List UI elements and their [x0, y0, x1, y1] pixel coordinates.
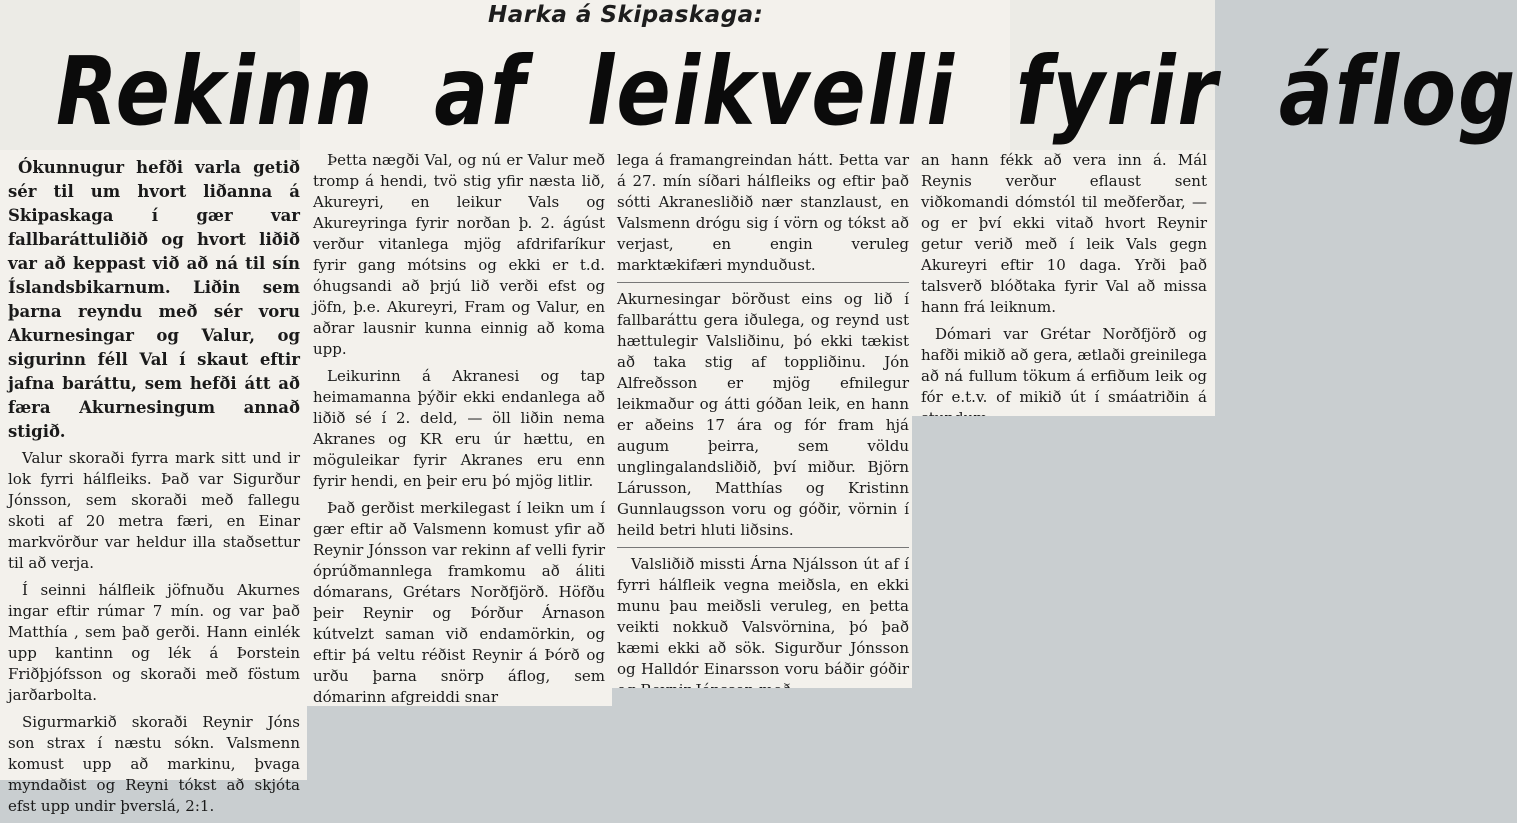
body-paragraph: lega á framangreindan hátt. Þetta var á 27. mín síðari hálfleiks og eftir það sótti Akranesliðið nær stanzlaust, en Valsmenn drógu sig í vörn og tókst að verjast, en engin veruleg marktækifæri mynduðust.: [617, 151, 909, 274]
body-paragraph: Valur skoraði fyrra mark sitt und ir lok fyrri hálfleiks. Það var Sigurður Jónsson, sem skoraði með fallegu skoti af 20 metra færi, en Einar markvörður var heldur illa staðsettur til að verja.: [8, 449, 300, 572]
lead-paragraph: Ókunnugur hefði varla getið sér til um hvort liðanna á Skipaskaga í gær var fallbaráttuliðið og hvort liðið var að keppast við að ná til sín Íslandsbikarnum. Liðin sem þarna reyndu með sér voru Akurnesingar og Valur, og sigurinn féll Val í skaut eftir jafna baráttu, sem hefði átt að færa Akurnesingum annað stigið.: [8, 158, 300, 441]
body-paragraph: Það gerðist merkilegast í leikn um í gær eftir að Valsmenn komust yfir að Reynir Jónsson var rekinn af velli fyrir óprúðmannlega framkomu að áliti dómarans, Grétars Norðfjörð. Höfðu þeir Reynir og Þórður Árnason kútvelzt saman við endamörkin, og eftir þá veltu réðist Reynir á Þórð og urðu þarna snörp áflog, sem dómarinn afgreiddi snar: [313, 499, 605, 706]
article-column-4: [921, 150, 1207, 435]
article-lead: [8, 156, 300, 444]
body-paragraph: Í seinni hálfleik jöfnuðu Akurnes ingar eftir rúmar 7 mín. og var það Matthía , sem það gerði. Hann einlék upp kantinn og lék á Þorstein Friðþjófsson og skoraði með föstum jarðarbolta.: [8, 581, 300, 704]
body-paragraph: Dómari var Grétar Norðfjörð og hafði mikið að gera, ætlaði greinilega að ná fullum tökum á erfiðum leik og fór e.t.v. of mikið út í smáatriðin á: [921, 325, 1207, 406]
body-paragraph: an hann fékk að vera inn á. Mál Reynis verður eflaust sent viðkomandi dómstól til meðferðar, — og er því ekki vitað hvort Reynir getur verið með í leik Vals gegn Akureyri eftir 10 daga. Yrði það talsverð blóðtaka fyrir Val að missa hann frá leiknum.: [921, 151, 1207, 316]
column-rule: [617, 547, 909, 548]
background-area: [307, 706, 617, 780]
background-area: [612, 688, 915, 780]
article-kicker: Harka á Skipaskaga:: [488, 2, 764, 28]
article-column-3: [617, 150, 909, 707]
body-paragraph: Akurnesingar börðust eins og lið í fallbaráttu gera iðulega, og reynd ust hættulegir Valsliðinu, þó ekki tækist að taka stig af toppliðinu. Jón Alfreðsson er mjög efnilegur leikmaður og átti góðan leik, en hann er aðeins 17 ára og fór fram hjá augum þeirra, sem völdu unglingalandsliðið, því miður. Björn Lárusson, Matthías og Kristinn Gunnlaugsson voru og góðir, vörnin í heild betri hluti liðsins.: [617, 290, 909, 539]
article-column-2: [313, 150, 605, 714]
article-headline: Rekinn af leikvelli fyrir áflog: [56, 36, 1517, 147]
body-paragraph: Leikurinn á Akranesi og tap heimamanna þýðir ekki endanlega að liðið sé í 2. deld, — öll liðin nema Akranes og KR eru úr hættu, en möguleikar fyrir Akranes eru enn fyrir hendi, en þeir eru þó mjög litlir.: [313, 367, 605, 490]
body-paragraph: Valsliðið missti Árna Njálsson út af í fyrri hálfleik vegna meiðsla, en ekki munu þau meiðsli veruleg, en þetta veikti nokkuð Valsvörnina, þó það kæmi ekki að sök. Sigurður Jónsson og Halldór Einarsson voru báðir góðir: [617, 555, 909, 678]
body-paragraph: Þetta nægði Val, og nú er Valur með tromp á hendi, tvö stig yfir næsta lið, Akureyri, en leikur Vals og Akureyringa fyrir norðan þ. 2. ágúst verður vitanlega mjög afdrifaríkur fyrir gang mótsins og ekki er t.d. óhugsandi að þrjú lið verði efst og jöfn, þ.e. Akureyri, Fram og Valur, en aðrar lausnir kunna einnig að koma upp.: [313, 151, 605, 358]
column-rule: [617, 282, 909, 283]
background-area: [912, 416, 1215, 780]
body-paragraph: Sigurmarkið skoraði Reynir Jóns son strax í næstu sókn. Valsmenn komust upp að markinu, þvaga myndaðist og Reyni tókst að skjóta efst upp undir þverslá, 2:1.: [8, 713, 300, 815]
article-column-1: [8, 156, 300, 823]
